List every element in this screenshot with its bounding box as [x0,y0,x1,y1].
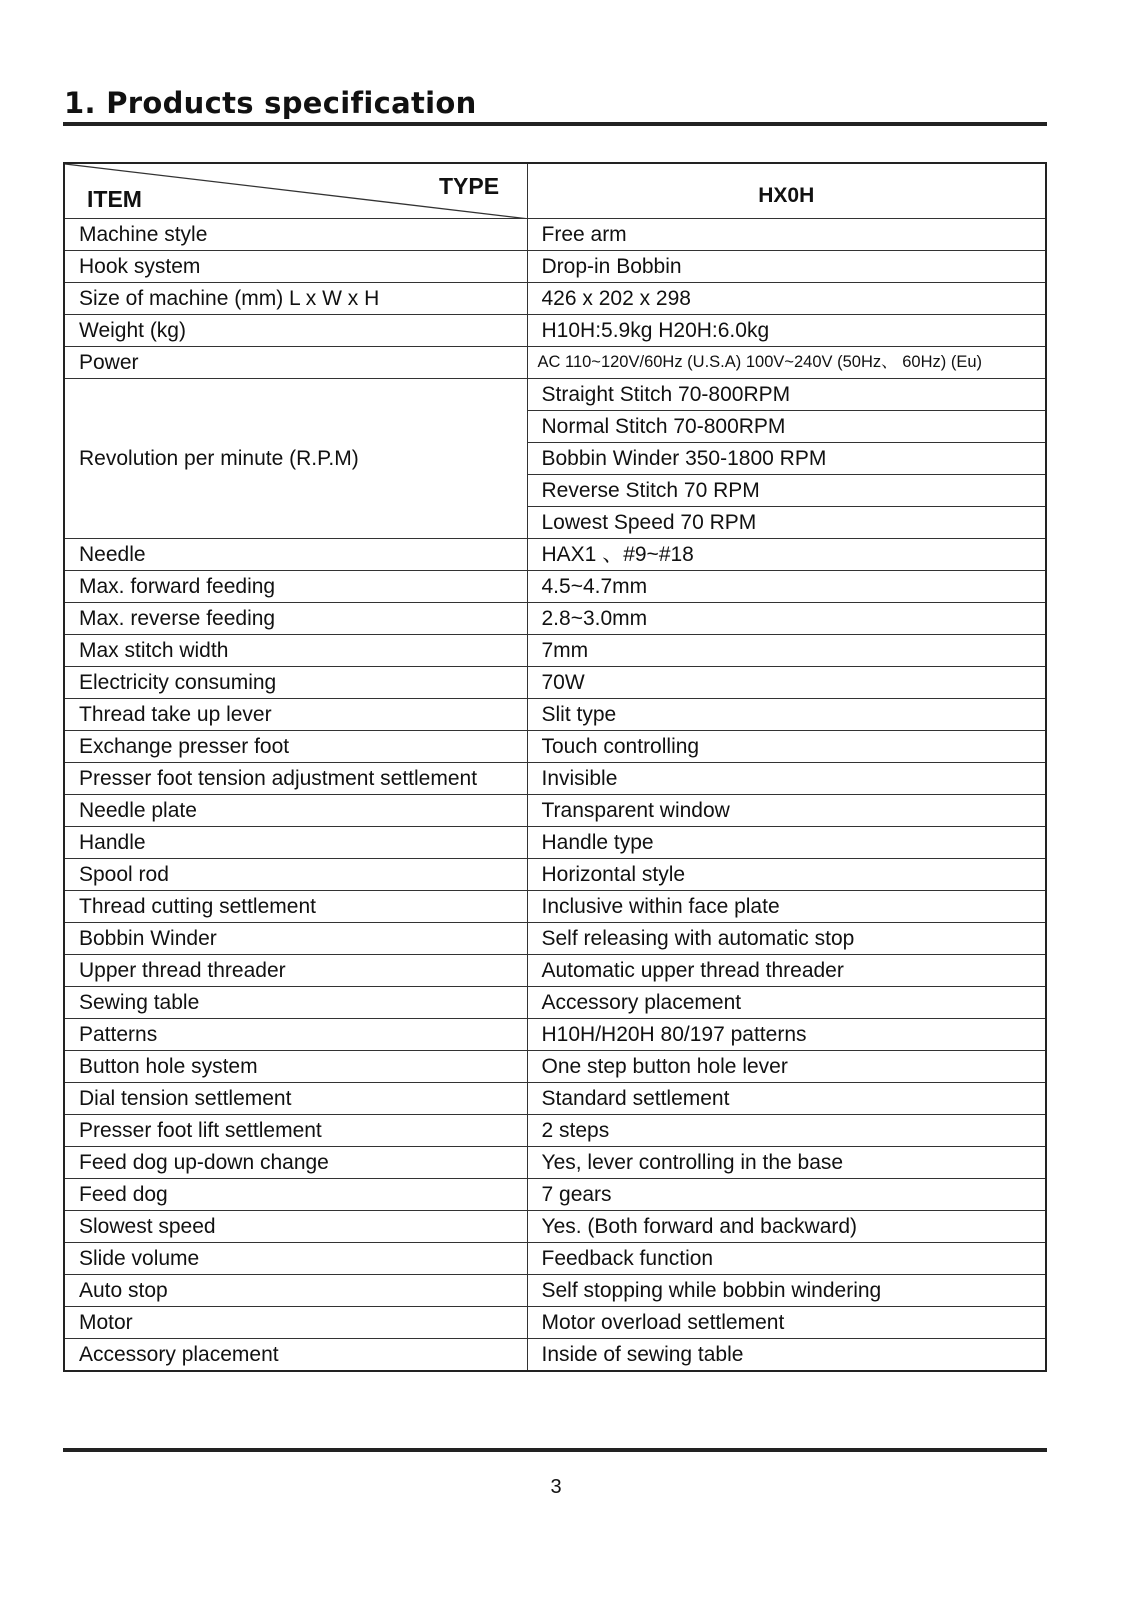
table-row [64,1051,1046,1083]
spec-value-cell: 7mm [527,635,1046,667]
table-row [64,539,1046,571]
table-row [64,251,1046,283]
spec-value-cell: Accessory placement [527,987,1046,1019]
bottom-rule [63,1448,1047,1452]
table-row [64,571,1046,603]
spec-value-cell: Automatic upper thread threader [527,955,1046,987]
spec-item-cell: Accessory placement [64,1339,527,1372]
spec-item-cell: Machine style [64,219,527,251]
spec-value-cell: Feedback function [527,1243,1046,1275]
spec-item-cell: Needle plate [64,795,527,827]
spec-item-cell: Slowest speed [64,1211,527,1243]
spec-item-cell: Dial tension settlement [64,1083,527,1115]
table-row [64,923,1046,955]
table-row [64,347,1046,379]
spec-value-cell: Handle type [527,827,1046,859]
spec-value-cell: H10H:5.9kg H20H:6.0kg [527,315,1046,347]
table-row [64,315,1046,347]
table-row [64,1083,1046,1115]
spec-item-cell: Spool rod [64,859,527,891]
spec-value-cell: One step button hole lever [527,1051,1046,1083]
table-row [64,1307,1046,1339]
header-type-label: TYPE [439,173,500,199]
spec-item-cell: Exchange presser foot [64,731,527,763]
spec-value-cell: 2.8~3.0mm [527,603,1046,635]
spec-item-cell: Motor [64,1307,527,1339]
spec-item-cell: Max. reverse feeding [64,603,527,635]
table-row [64,1179,1046,1211]
table-row [64,219,1046,251]
table-row [64,1243,1046,1275]
spec-value-cell: Free arm [527,219,1046,251]
spec-item-cell: Max. forward feeding [64,571,527,603]
table-row [64,795,1046,827]
spec-value-cell: Invisible [527,763,1046,795]
table-row [64,859,1046,891]
spec-value-cell: Normal Stitch 70-800RPM [527,411,1046,443]
spec-value-cell: Transparent window [527,795,1046,827]
spec-value-cell: Inclusive within face plate [527,891,1046,923]
table-row [64,603,1046,635]
table-row [64,827,1046,859]
table-row [64,1147,1046,1179]
header-item-label: ITEM [87,186,142,212]
table-row [64,635,1046,667]
table-header-row [64,163,1046,219]
header-diagonal-cell [64,163,527,219]
table-row [64,699,1046,731]
spec-value-cell: Slit type [527,699,1046,731]
spec-item-cell: Thread cutting settlement [64,891,527,923]
spec-item-cell: Slide volume [64,1243,527,1275]
table-row [64,1339,1046,1372]
spec-item-cell: Electricity consuming [64,667,527,699]
spec-value-cell: Inside of sewing table [527,1339,1046,1372]
spec-value-cell: HAX1 、#9~#18 [527,539,1046,571]
spec-value-cell: Drop-in Bobbin [527,251,1046,283]
spec-value-cell: Lowest Speed 70 RPM [527,507,1046,539]
spec-value-cell: Horizontal style [527,859,1046,891]
spec-item-cell: Weight (kg) [64,315,527,347]
spec-value-cell: 70W [527,667,1046,699]
spec-item-cell: Button hole system [64,1051,527,1083]
spec-value-cell: AC 110~120V/60Hz (U.S.A) 100V~240V (50Hz、 60Hz) (Eu) [527,347,1046,379]
spec-item-cell: Feed dog up-down change [64,1147,527,1179]
spec-item-cell: Bobbin Winder [64,923,527,955]
spec-value-cell: Yes. (Both forward and backward) [527,1211,1046,1243]
table-row [64,1019,1046,1051]
spec-value-cell: Self stopping while bobbin windering [527,1275,1046,1307]
spec-item-cell: Thread take up lever [64,699,527,731]
table-row [64,379,1046,411]
page-title: 1. Products specification [64,86,477,120]
table-row [64,731,1046,763]
table-row [64,955,1046,987]
table-row [64,891,1046,923]
header-model-label: HX0H [527,163,1046,219]
spec-value-cell: Yes, lever controlling in the base [527,1147,1046,1179]
spec-item-cell: Hook system [64,251,527,283]
spec-value-cell: Bobbin Winder 350-1800 RPM [527,443,1046,475]
spec-item-cell: Feed dog [64,1179,527,1211]
spec-item-cell: Size of machine (mm) L x W x H [64,283,527,315]
spec-value-cell: Self releasing with automatic stop [527,923,1046,955]
spec-table [63,162,1047,1372]
spec-value-cell: 7 gears [527,1179,1046,1211]
spec-item-cell: Needle [64,539,527,571]
table-row [64,283,1046,315]
spec-item-cell: Handle [64,827,527,859]
table-row [64,763,1046,795]
table-row [64,987,1046,1019]
table-row [64,1275,1046,1307]
spec-value-cell: 426 x 202 x 298 [527,283,1046,315]
spec-item-cell: Patterns [64,1019,527,1051]
spec-item-cell: Sewing table [64,987,527,1019]
table-row [64,1115,1046,1147]
spec-item-cell: Upper thread threader [64,955,527,987]
table-row [64,667,1046,699]
page-number: 3 [550,1476,562,1498]
table-row [64,1211,1046,1243]
spec-item-cell: Revolution per minute (R.P.M) [64,379,527,539]
spec-value-cell: Straight Stitch 70-800RPM [527,379,1046,411]
spec-item-cell: Power [64,347,527,379]
spec-value-cell: 4.5~4.7mm [527,571,1046,603]
spec-value-cell: 2 steps [527,1115,1046,1147]
spec-value-cell: Reverse Stitch 70 RPM [527,475,1046,507]
spec-item-cell: Presser foot tension adjustment settlement [64,763,527,795]
spec-value-cell: Standard settlement [527,1083,1046,1115]
spec-value-cell: H10H/H20H 80/197 patterns [527,1019,1046,1051]
spec-value-cell: Motor overload settlement [527,1307,1046,1339]
spec-item-cell: Presser foot lift settlement [64,1115,527,1147]
spec-value-cell: Touch controlling [527,731,1046,763]
top-rule [63,122,1047,126]
spec-item-cell: Max stitch width [64,635,527,667]
spec-item-cell: Auto stop [64,1275,527,1307]
